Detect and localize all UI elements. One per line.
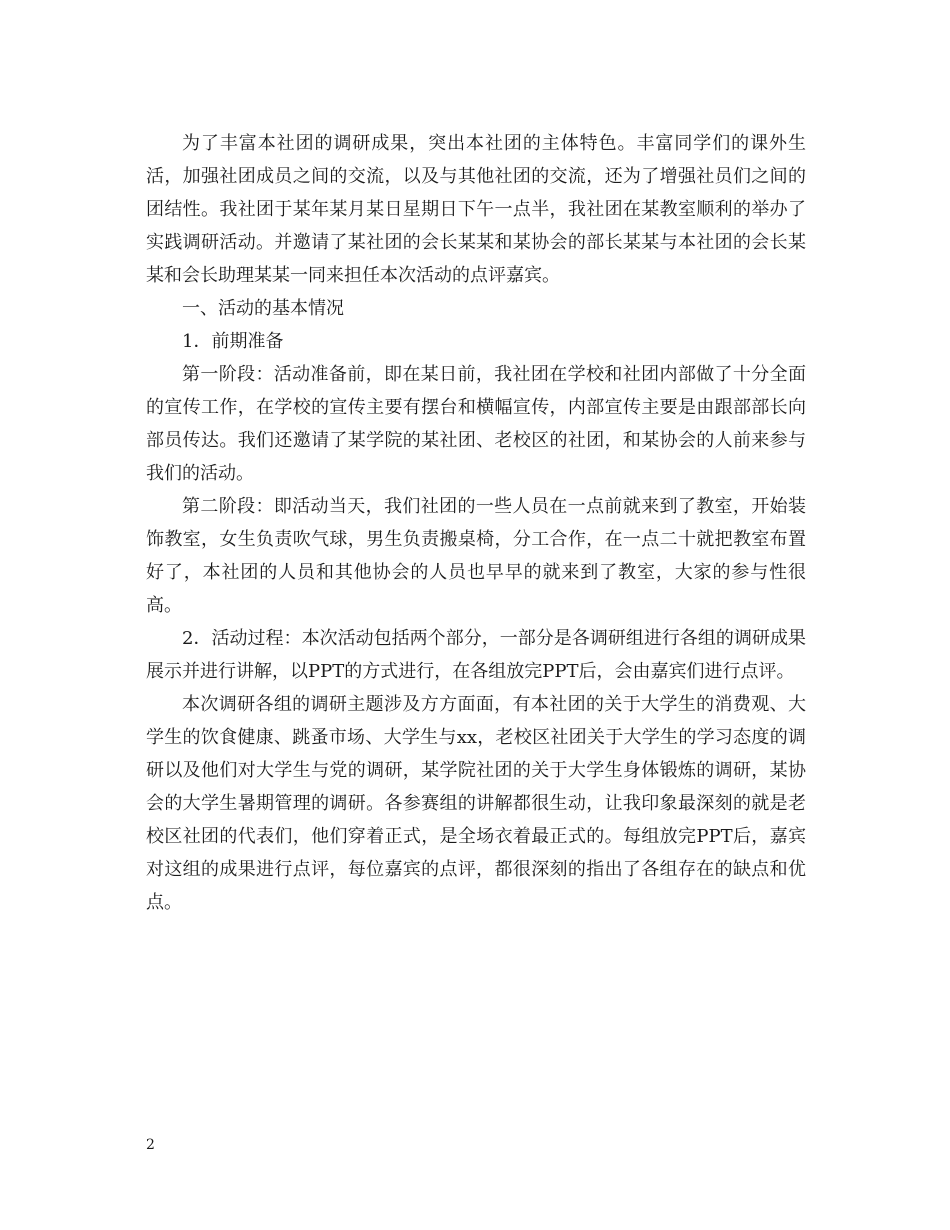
- paragraph-intro: 为了丰富本社团的调研成果，突出本社团的主体特色。丰富同学们的课外生活，加强社团成员之间的交流，以及与其他社团的交流，还为了增强社员们之间的团结性。我社团于某年某月某日星期日下午一点半，我社团在某教室顺利的举办了实践调研活动。并邀请了某社团的会长某某和某协会的部长某某与本社团的会长某某和会长助理某某一同来担任本次活动的点评嘉宾。: [146, 133, 806, 286]
- subheading-preparation: 1．前期准备: [182, 331, 284, 352]
- paragraph-research-topics: 本次调研各组的调研主题涉及方方面面，有本社团的关于大学生的消费观、大学生的饮食健康、跳蚤市场、大学生与xx，老校区社团关于大学生的学习态度的调研以及他们对大学生与党的调研，某学院社团的关于大学生身体锻炼的调研，某协会的大学生暑期管理的调研。各参赛组的讲解都很生动，让我印象最深刻的就是老校区社团的代表们，他们穿着正式，是全场衣着最正式的。每组放完PPT后，嘉宾对这组的成果进行点评，每位嘉宾的点评，都很深刻的指出了各组存在的缺点和优点。: [146, 694, 806, 913]
- paragraph-stage-two: 第二阶段：即活动当天，我们社团的一些人员在一点前就来到了教室，开始装饰教室，女生负责吹气球，男生负责搬桌椅，分工合作，在一点二十就把教室布置好了，本社团的人员和其他协会的人员也早早的就来到了教室，大家的参与性很高。: [146, 496, 806, 616]
- section-heading-basic-info: 一、活动的基本情况: [182, 298, 344, 319]
- page-number: 2: [146, 1137, 155, 1153]
- paragraph-activity-process: 2．活动过程：本次活动包括两个部分，一部分是各调研组进行各组的调研成果展示并进行讲解，以PPT的方式进行，在各组放完PPT后，会由嘉宾们进行点评。: [146, 628, 806, 682]
- document-body: [146, 127, 806, 919]
- paragraph-stage-one: 第一阶段：活动准备前，即在某日前，我社团在学校和社团内部做了十分全面的宣传工作，在学校的宣传主要有摆台和横幅宣传，内部宣传主要是由跟部部长向部员传达。我们还邀请了某学院的某社团、老校区的社团，和某协会的人前来参与我们的活动。: [146, 364, 806, 484]
